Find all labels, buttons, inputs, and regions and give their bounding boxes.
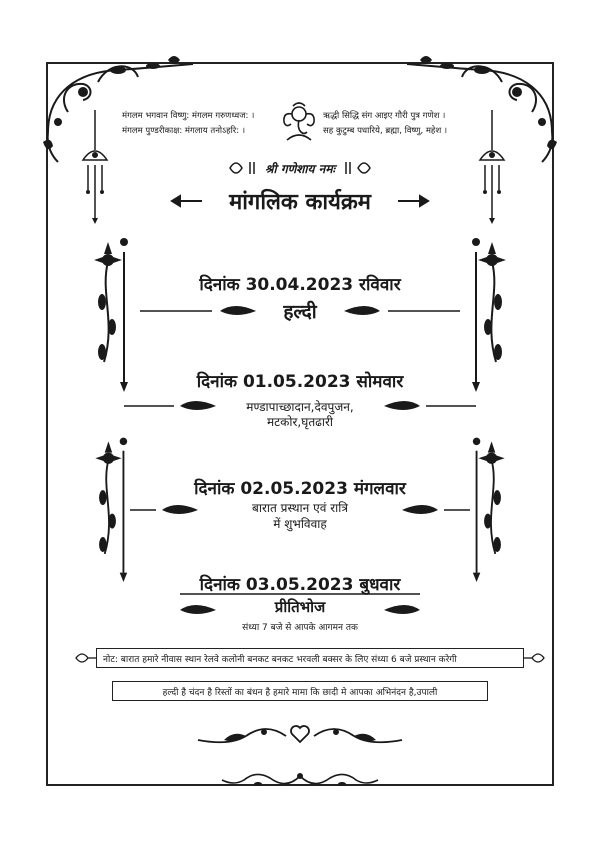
mantra-right-line-1: ऋद्धी सिद्धि संग आइए गौरी पुत्र गणेश । xyxy=(323,111,446,121)
event-2-detail-line-1: मण्डापाच्छादान,देवपुजन, xyxy=(246,400,354,414)
divider-event-4 xyxy=(180,592,420,596)
event-2-date: दिनांक 01.05.2023 सोमवार xyxy=(196,372,404,392)
event-1-date: दिनांक 30.04.2023 रविवार xyxy=(199,275,401,295)
message-text: हल्दी है चंदन है रिस्तों का बंधन है हमारे मामा कि छादी मे आपका अभिनंदन है,उपाली xyxy=(162,688,438,698)
event-4-detail: संध्या 7 बजे से आपके आगमन तक xyxy=(242,623,358,633)
mantra-left-line-2: मंगलम पुण्डरीकाक्ष: मंगलाय तनोऽहरि: । xyxy=(122,126,246,136)
page-title: मांगलिक कार्यक्रम xyxy=(229,190,371,215)
event-4-name: प्रीतिभोज xyxy=(274,598,326,616)
mantra-right-line-2: सह कुटुम्ब पधारिये, ब्रह्मा, विष्णु, महेश । xyxy=(323,126,448,136)
invocation-ornament xyxy=(228,156,372,180)
message-box xyxy=(112,681,488,701)
note-text: नोट: बारात हमारे नीवास स्थान रेलवे कलोनी बनकट बनकट भरवली बक्सर के लिए संध्या 6 बजे प्रस्थान करेगी xyxy=(103,655,457,665)
note-ornament-left xyxy=(74,648,96,668)
invocation-text: श्री गणेशाय नमः xyxy=(265,162,335,176)
mantra-left-line-1: मंगलम भगवान विष्णु: मंगलम गरुणध्वज: । xyxy=(122,111,255,121)
ganesha-icon xyxy=(279,100,319,142)
note-box xyxy=(96,648,524,668)
event-3-detail-line-1: बारात प्रस्थान एवं रात्रि xyxy=(251,501,348,515)
bottom-border-ornament xyxy=(218,770,382,792)
event-4-date: दिनांक 03.05.2023 बुधवार xyxy=(199,575,401,595)
event-3-detail-line-2: में शुभविवाह xyxy=(273,517,327,531)
event-1-name: हल्दी xyxy=(283,301,317,323)
note-ornament-right xyxy=(524,648,546,668)
heart-scroll-ornament xyxy=(194,720,406,750)
event-2-detail-line-2: मटकोर,घृतढारी xyxy=(266,415,334,429)
event-3-date: दिनांक 02.05.2023 मंगलवार xyxy=(194,479,406,499)
